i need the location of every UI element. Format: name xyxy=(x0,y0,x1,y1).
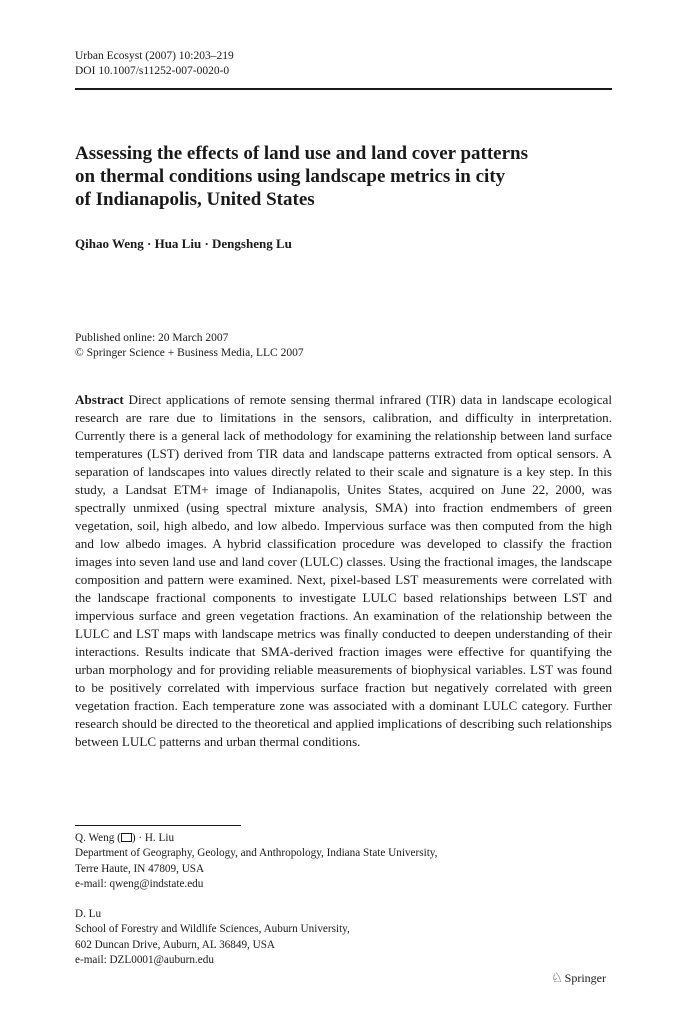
header-rule xyxy=(75,88,612,90)
title-line-1: Assessing the effects of land use and land cover patterns xyxy=(75,143,529,164)
article-title xyxy=(75,142,612,211)
abstract-label: Abstract xyxy=(75,392,124,407)
chess-knight-icon: ♘ xyxy=(551,970,563,985)
journal-header xyxy=(75,49,234,79)
copyright-notice: © Springer Science + Business Media, LLC 2007 xyxy=(75,347,304,359)
author-list: Qihao Weng · Hua Liu · Dengsheng Lu xyxy=(75,236,292,251)
envelope-icon xyxy=(121,833,132,842)
email: e-mail: qweng@indstate.edu xyxy=(75,877,204,890)
author-names xyxy=(75,831,437,846)
address: Terre Haute, IN 47809, USA xyxy=(75,862,205,875)
footnote-rule xyxy=(75,825,241,826)
abstract xyxy=(75,391,612,751)
title-line-3: of Indianapolis, United States xyxy=(75,189,315,210)
doi: DOI 10.1007/s11252-007-0020-0 xyxy=(75,65,230,77)
department: School of Forestry and Wildlife Sciences, Auburn University, xyxy=(75,923,350,936)
published-date: Published online: 20 March 2007 xyxy=(75,332,229,344)
springer-logo xyxy=(551,970,606,986)
affiliation-lu xyxy=(75,907,350,968)
abstract-text: Direct applications of remote sensing thermal infrared (TIR) data in landscape ecological research are rare due to limitations in the sensors, calibration, and difficulty in interpretation. Currently there is a general lack of methodology for examining the relationship between land surface temperatures (LST) derived from TIR data and landscape patterns extracted from optical sensors. A separation of landscapes into values directly related to their scale and signature is a key step. In this study, a Landsat ETM+ image of Indianapolis, Unites States, acquired on June 22, 2000, was spectrally unmixed (using spectral mixture analysis, SMA) into fraction endmembers of green vegetation, soil, high albedo, and low albedo. Impervious surface was then computed from the high and low albedo images. A hybrid classification procedure was developed to classify the fraction images into seven land use and land cover (LULC) classes. Using the fractional images, the landscape composition and pattern were examined. Next, pixel-based LST measurements were correlated with the landscape fractional components to investigate LULC based relationships between LST and impervious surface and green vegetation fractions. An examination of the relationship between the LULC and LST maps with landscape metrics was finally conducted to deepen understanding of their interactions. Results indicate that SMA-derived fraction images were effective for quantifying the urban morphology and for providing reliable measurements of biophysical variables. LST was found to be positively correlated with impervious surface fraction but negatively correlated with green vegetation fraction. Each temperature zone was associated with a dominant LULC category. Further research should be directed to the theoretical and applied implications of describing such relationships between LULC patterns and urban thermal conditions. xyxy=(75,392,613,749)
author-name-liu: ) · H. Liu xyxy=(131,832,175,844)
journal-citation: Urban Ecosyst (2007) 10:203–219 xyxy=(75,50,234,62)
publisher-name: Springer xyxy=(564,971,606,985)
publication-info xyxy=(75,331,304,361)
address: 602 Duncan Drive, Auburn, AL 36849, USA xyxy=(75,938,276,951)
author-name-weng: Q. Weng ( xyxy=(75,832,121,844)
author-name-lu: D. Lu xyxy=(75,908,102,920)
affiliation-weng-liu xyxy=(75,831,437,892)
title-line-2: on thermal conditions using landscape metrics in city xyxy=(75,166,506,187)
department: Department of Geography, Geology, and Anthropology, Indiana State University, xyxy=(75,847,438,860)
email: e-mail: DZL0001@auburn.edu xyxy=(75,953,214,966)
